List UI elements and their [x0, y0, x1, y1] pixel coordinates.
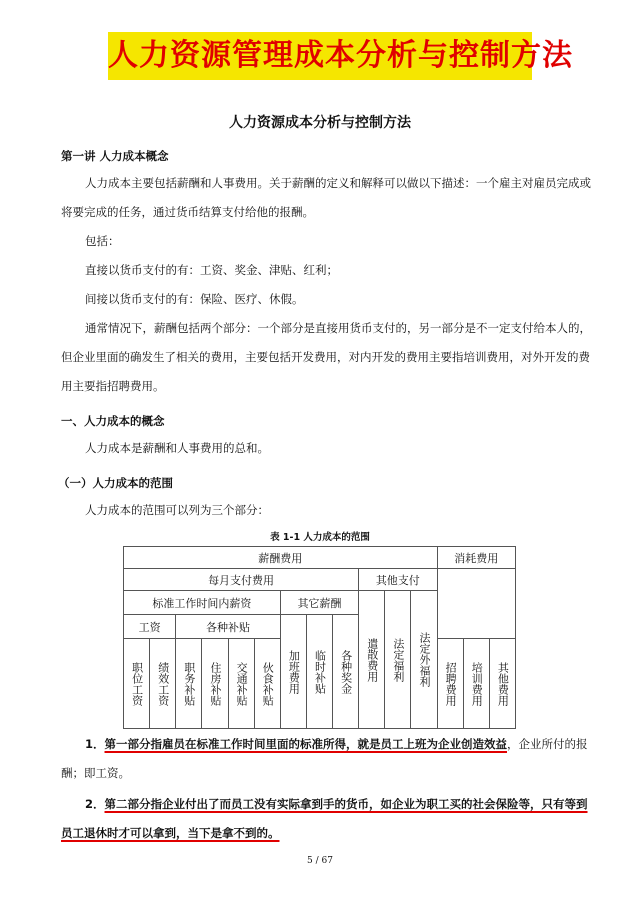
banner-title: 人力资源管理成本分析与控制方法: [108, 32, 532, 80]
performance-wage-cell: 绩效工资: [150, 639, 176, 729]
section-1-text: 人力成本是薪酬和人事费用的总和。: [85, 441, 269, 455]
include-label: 包括：: [85, 234, 120, 248]
item-2-underlined-2: 员工退休时才可以拿到，当下是拿不到的。: [61, 826, 280, 840]
item-2-number: 2．: [85, 797, 105, 811]
meal-allowance-cell: 伙食补贴: [254, 639, 280, 729]
table-caption: 表 1-1 人力成本的范围: [270, 532, 370, 543]
housing-allowance-cell: 住房补贴: [202, 639, 228, 729]
monthly-pay-header: 每月支付费用: [124, 569, 359, 591]
item-1-line-1: [85, 736, 588, 752]
section-1-heading: 一、人力成本的概念: [61, 414, 165, 428]
transport-allowance-cell: 交通补贴: [228, 639, 254, 729]
temporary-allowance-cell: 临时补贴: [306, 615, 332, 729]
wage-header: 工资: [124, 615, 176, 639]
other-cost-cell: 其他费用: [489, 639, 515, 729]
duty-allowance-cell: 职务补贴: [176, 639, 202, 729]
paragraph-2-line-1: 通常情况下，薪酬包括两个部分：一个部分是直接用货币支付的，另一部分是不一定支付给本人的，: [85, 321, 591, 335]
paragraph-2-line-2: 但企业里面的确发生了相关的费用，主要包括开发费用，对内开发的费用主要指培训费用，对外开发的费: [61, 350, 590, 364]
statutory-welfare-cell: 法定福利: [385, 591, 411, 729]
subsection-1-text: 人力成本的范围可以列为三个部分：: [85, 503, 269, 517]
document-title: 人力资源成本分析与控制方法: [229, 115, 411, 131]
item-2-underlined-1: 第二部分指企业付出了而员工没有实际拿到手的货币，如企业为职工买的社会保险等，只有等到: [104, 797, 588, 811]
page-number: 5 / 67: [307, 856, 333, 866]
bonus-cell: 各种奖金: [333, 615, 359, 729]
other-salary-header: 其它薪酬: [280, 591, 358, 615]
subsection-1-heading: （一）人力成本的范围: [58, 476, 173, 490]
consumption-empty-cell: [437, 569, 516, 639]
consumption-cost-header: 消耗费用: [437, 547, 516, 569]
standard-salary-header: 标准工作时间内薪资: [124, 591, 281, 615]
position-wage-cell: 职位工资: [124, 639, 150, 729]
item-2-line-2: [61, 825, 280, 841]
overtime-cell: 加班费用: [280, 615, 306, 729]
salary-cost-header: 薪酬费用: [124, 547, 438, 569]
item-1-underlined: 第一部分指雇员在标准工作时间里面的标准所得，就是员工上班为企业创造效益: [104, 737, 508, 751]
extra-welfare-cell: 法定外福利: [411, 591, 437, 729]
direct-payment: 直接以货币支付的有：工资、奖金、津贴、红利；: [85, 263, 338, 277]
paragraph-1-line-2: 将要完成的任务，通过货币结算支付给他的报酬。: [61, 205, 314, 219]
severance-cell: 遣散费用: [359, 591, 385, 729]
item-1-line-2: 酬；即工资。: [61, 766, 130, 780]
recruitment-cost-cell: 招聘费用: [437, 639, 463, 729]
training-cost-cell: 培训费用: [463, 639, 489, 729]
cost-scope-table: [123, 546, 516, 729]
lecture-heading: 第一讲 人力成本概念: [61, 149, 169, 163]
item-2-line-1: [85, 796, 588, 812]
other-pay-header: 其他支付: [359, 569, 437, 591]
paragraph-2-line-3: 用主要指招聘费用。: [61, 379, 165, 393]
allowances-header: 各种补贴: [176, 615, 281, 639]
item-1-number: 1．: [85, 737, 105, 751]
indirect-payment: 间接以货币支付的有：保险、医疗、休假。: [85, 292, 304, 306]
item-1-rest: ，企业所付的报: [507, 737, 588, 751]
paragraph-1-line-1: 人力成本主要包括薪酬和人事费用。关于薪酬的定义和解释可以做以下描述：一个雇主对雇员完成或: [85, 176, 591, 190]
